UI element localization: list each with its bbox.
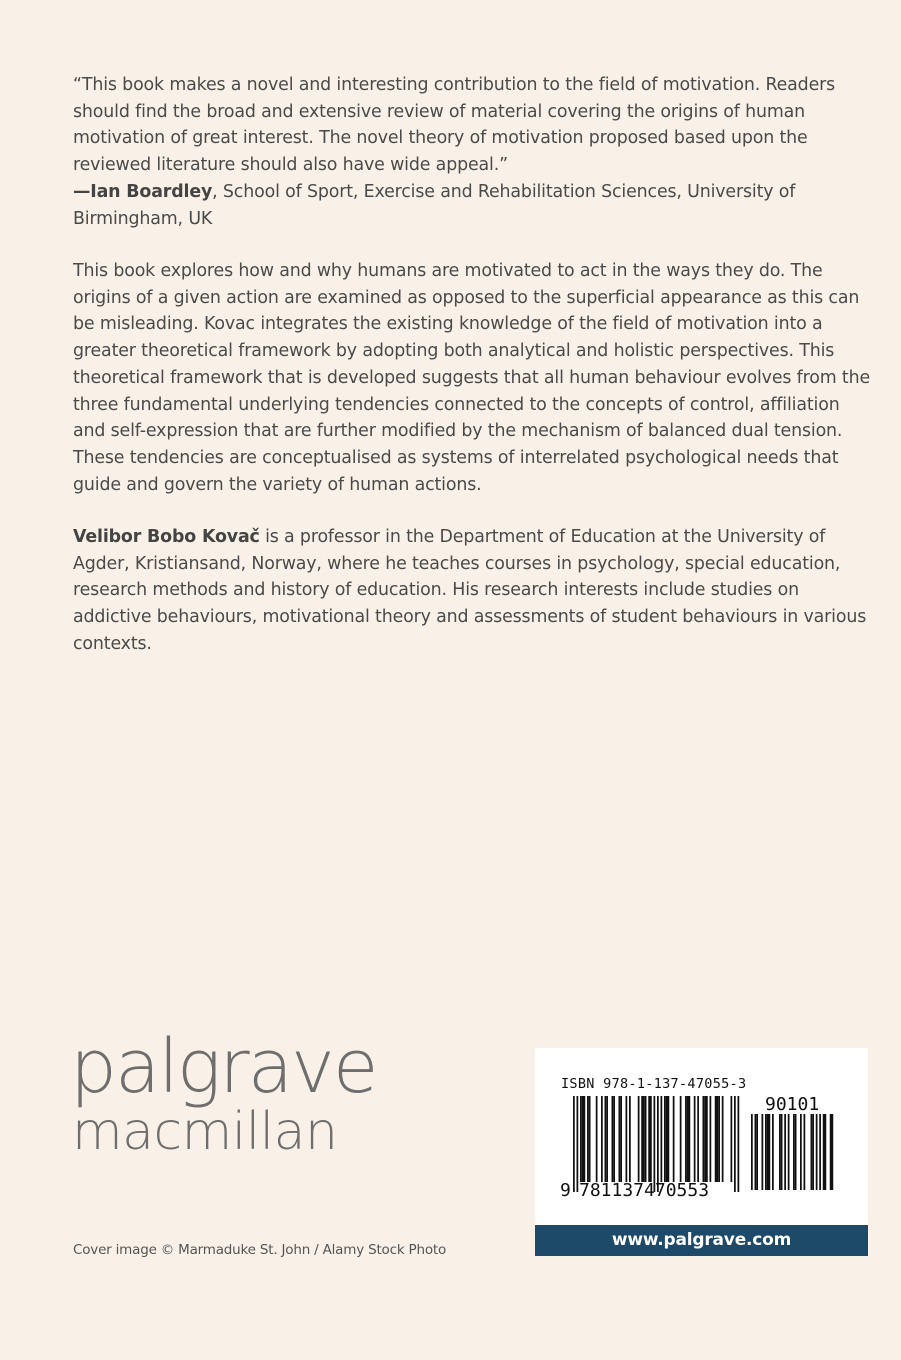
barcode-bar	[804, 1114, 806, 1190]
barcode-bar	[657, 1096, 659, 1192]
barcode-bar	[751, 1114, 753, 1190]
barcode-bar	[673, 1096, 675, 1182]
barcode-bar	[816, 1114, 818, 1190]
barcode-bar	[800, 1114, 802, 1190]
barcode-bar	[756, 1114, 758, 1190]
barcode-bar	[601, 1096, 603, 1182]
barcode-bar	[706, 1096, 708, 1182]
barcode-bar	[819, 1114, 821, 1190]
barcode-bar	[589, 1096, 591, 1182]
barcode-bar	[825, 1114, 827, 1190]
barcode-bar	[643, 1096, 645, 1182]
website-url: www.palgrave.com	[535, 1225, 868, 1256]
barcode-bar	[626, 1096, 628, 1182]
author-bio	[73, 524, 873, 658]
barcode-bar	[738, 1096, 740, 1192]
barcode-bar	[577, 1096, 579, 1192]
barcode-icon	[535, 1048, 868, 1225]
barcode-bar	[694, 1096, 696, 1182]
barcode-bar	[788, 1114, 790, 1190]
barcode-bar	[668, 1096, 670, 1182]
isbn-label: ISBN 978-1-137-47055-3	[561, 1076, 747, 1092]
barcode-bar	[650, 1096, 652, 1182]
barcode-bar	[641, 1096, 643, 1182]
barcode-bar	[765, 1114, 767, 1190]
barcode-bar	[703, 1096, 705, 1182]
barcode-bar	[612, 1096, 614, 1182]
barcode-addon-digits: 90101	[765, 1094, 820, 1115]
barcode-bar	[811, 1114, 813, 1190]
logo-line-macmillan: macmillan	[72, 1102, 338, 1162]
barcode-bar	[629, 1096, 631, 1182]
author-bio-text: is a professor in the Department of Education at the University of Agder, Kristiansand, Norway, where he teaches courses in psychology, special education, research methods and history of education. His research interests include studies on addictive behaviours, motivational theory and assessments of student behaviours in various contexts.	[73, 527, 867, 654]
barcode-bar	[772, 1114, 774, 1190]
author-name: Velibor Bobo Kovač	[73, 527, 260, 547]
barcode-main-digits: 781137470553	[579, 1180, 710, 1201]
barcode-bar	[689, 1096, 691, 1182]
barcode-bar	[710, 1096, 712, 1182]
barcode-bar	[687, 1096, 689, 1182]
quote-dash: —	[73, 181, 91, 202]
barcode-bar	[731, 1096, 733, 1182]
barcode-bar	[704, 1096, 706, 1182]
barcode-bar	[795, 1114, 797, 1190]
barcode-bar	[584, 1096, 586, 1182]
barcode-bar	[685, 1096, 687, 1182]
barcode-bar	[784, 1114, 786, 1190]
barcode-bar	[573, 1096, 575, 1192]
barcode-bar	[755, 1114, 757, 1190]
barcode-bar	[619, 1096, 621, 1182]
barcode-bar	[823, 1114, 825, 1190]
barcode-bar	[661, 1096, 663, 1182]
barcode-bar	[769, 1114, 771, 1190]
barcode-lead-digit: 9	[560, 1180, 571, 1201]
description-text: This book explores how and why humans are motivated to act in the ways they do. The origins of a given action are examined as opposed to the superficial appearance as this can be misleading. Kovac integrates the existing knowledge of the field of motivation into a greater theoretical framework by adopting both analytical and holistic perspectives. This theoretical framework that is developed suggests that all human behaviour evolves from the three fundamental underlying tendencies connected to the concepts of control, affiliation and self-expression that are further modified by the mechanism of balanced dual tension. These tendencies are conceptualised as systems of interrelated psychological needs that guide and govern the variety of human actions.	[73, 261, 870, 495]
barcode-bar	[812, 1114, 814, 1190]
barcode-bar	[715, 1096, 717, 1182]
barcode-bar	[613, 1096, 615, 1182]
barcode-bar	[664, 1096, 666, 1182]
barcode-bar	[718, 1096, 720, 1182]
barcode-bar	[832, 1114, 834, 1190]
barcode-bar	[638, 1096, 640, 1182]
barcode-bar	[793, 1114, 795, 1190]
barcode-bar	[717, 1096, 719, 1182]
book-description	[73, 258, 873, 498]
review-quote	[73, 72, 873, 232]
barcode-bar	[620, 1096, 622, 1182]
barcode-bar	[830, 1114, 832, 1190]
barcode-bar	[666, 1096, 668, 1182]
barcode-panel	[535, 1048, 868, 1225]
barcode-bar	[722, 1096, 724, 1182]
barcode-bar	[680, 1096, 682, 1182]
barcode-bar	[734, 1096, 736, 1192]
barcode-bar	[697, 1096, 699, 1182]
barcode-bar	[645, 1096, 647, 1182]
barcode-bar	[648, 1096, 650, 1182]
quote-text: “This book makes a novel and interesting contribution to the field of motivation. Readers should find the broad and extensive review of material covering the origins of human motivation of great interest. The novel theory of motivation proposed based upon the reviewed literature should also have wide appeal.”	[73, 75, 836, 176]
barcode-bar	[605, 1096, 607, 1182]
barcode-bar	[596, 1096, 598, 1182]
barcode-bar	[654, 1096, 656, 1192]
barcode-bar	[767, 1114, 769, 1190]
cover-credit: Cover image © Marmaduke St. John / Alamy Stock Photo	[73, 1242, 447, 1258]
reviewer-affiliation: , School of Sport, Exercise and Rehabilitation Sciences, University of Birmingham, UK	[73, 181, 796, 229]
publisher-logo	[70, 1024, 377, 1162]
barcode-bar	[582, 1096, 584, 1182]
barcode-bar	[606, 1096, 608, 1182]
barcode-bar	[762, 1114, 764, 1190]
barcode-bar	[580, 1096, 582, 1182]
logo-line-palgrave: palgrave	[70, 1024, 377, 1110]
barcode-bar	[587, 1096, 589, 1182]
barcode-bar	[779, 1114, 781, 1190]
reviewer-name: Ian Boardley	[90, 181, 213, 202]
barcode-bar	[781, 1114, 783, 1190]
